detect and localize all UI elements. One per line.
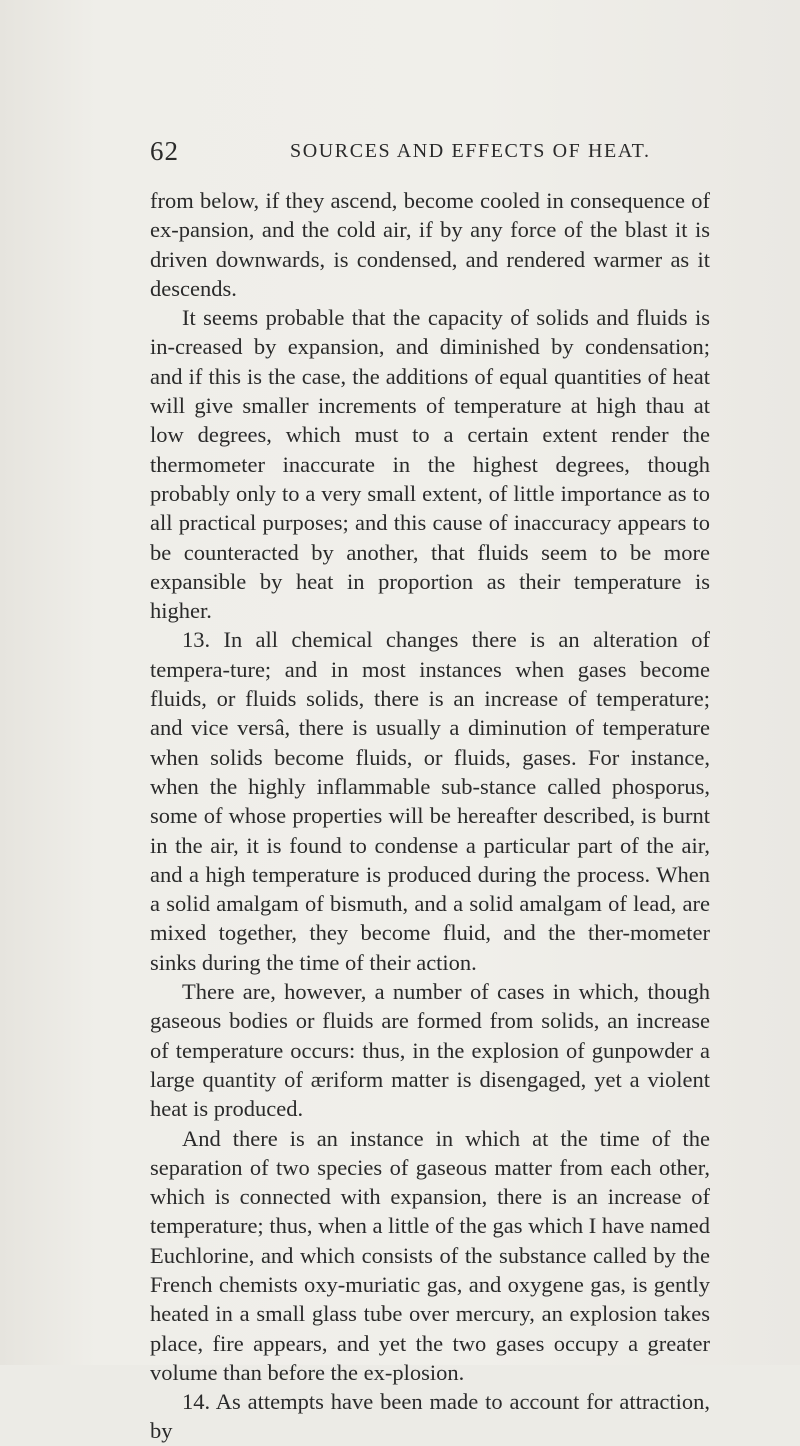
page-number: 62 <box>150 136 179 166</box>
page-header <box>150 136 710 176</box>
paragraph-14-attraction: 14. As attempts have been made to account for attraction, by <box>150 1389 710 1444</box>
paragraph-13-chemical-changes: 13. In all chemical changes there is an alteration of tempera-ture; and in most instances when gases become fluids, or fluids solids, there is an increase of temperature; and vice versâ, there is usually a diminution of temperature when solids become fluids, or fluids, gases. For instance, when the highly inflammable sub-stance called phosporus, some of whose properties will be hereafter described, is burnt in the air, it is found to condense a particular part of the air, and a high temperature is produced during the process. When a solid amalgam of bismuth, and a solid amalgam of lead, are mixed together, they become fluid, and the ther-mometer sinks during the time of their action. <box>150 627 710 975</box>
paragraph-gunpowder: There are, however, a number of cases in which, though gaseous bodies or fluids are formed from solids, an increase of temperature occurs: thus, in the explosion of gunpowder a large quantity of æriform matter is disengaged, yet a violent heat is produced. <box>150 979 710 1122</box>
body-text <box>150 186 710 1446</box>
running-title: SOURCES AND EFFECTS OF HEAT. <box>290 140 651 162</box>
paragraph-euchlorine: And there is an instance in which at the time of the separation of two species of gaseous matter from each other, which is connected with expansion, there is an increase of temperature; thus, when a little of the gas which I have named Euchlorine, and which consists of the substance called by the French chemists oxy-muriatic gas, and oxygene gas, is gently heated in a small glass tube over mercury, an explosion takes place, fire appears, and yet the two gases occupy a greater volume than before the ex-plosion. <box>150 1125 710 1385</box>
paragraph-continuation: from below, if they ascend, become cooled in consequence of ex-pansion, and the cold air, if by any force of the blast it is driven downwards, is condensed, and rendered warmer as it descends. <box>150 188 710 301</box>
paragraph-capacity: It seems probable that the capacity of solids and fluids is in-creased by expansion, and diminished by condensation; and if this is the case, the additions of equal quantities of heat will give smaller increments of temperature at high thau at low degrees, which must to a certain extent render the thermometer inaccurate in the highest degrees, though probably only to a very small extent, of little importance as to all practical purposes; and this cause of inaccuracy appears to be counteracted by another, that fluids seem to be more expansible by heat in proportion as their temperature is higher. <box>150 305 710 624</box>
